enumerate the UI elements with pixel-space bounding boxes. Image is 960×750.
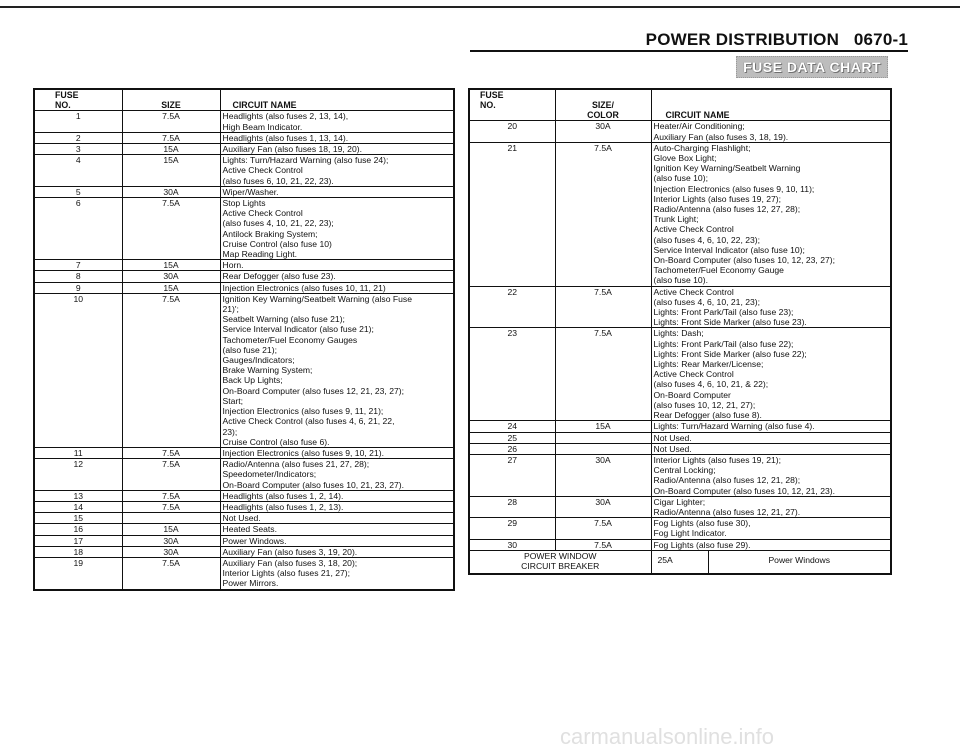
fuse-no-header: FUSE NO. xyxy=(469,89,555,121)
fuse-row xyxy=(34,459,454,491)
fuse-number: 4 xyxy=(34,155,122,187)
fuse-size: 7.5A xyxy=(122,501,220,512)
fuse-row xyxy=(34,198,454,260)
fuse-size: 7.5A xyxy=(122,132,220,143)
circuit-name: Interior Lights (also fuses 19, 21); Central Locking; Radio/Antenna (also fuses 12, 21, 28); On-Board Computer (also fuses 10, 12, 21, 23). xyxy=(651,454,891,496)
breaker-detail xyxy=(651,550,891,574)
fuse-size: 7.5A xyxy=(122,111,220,132)
fuse-row xyxy=(34,501,454,512)
fuse-size: 7.5A xyxy=(555,286,651,328)
fuse-number: 26 xyxy=(469,443,555,454)
breaker-label: POWER WINDOW CIRCUIT BREAKER xyxy=(469,550,651,574)
fuse-size: 30A xyxy=(122,271,220,282)
circuit-name: Lights: Turn/Hazard Warning (also fuse 24); Active Check Control (also fuses 6, 10, 21, 22, 23). xyxy=(220,155,454,187)
fuse-number: 20 xyxy=(469,121,555,142)
fuse-row xyxy=(469,518,891,539)
breaker-circuit: Power Windows xyxy=(768,554,831,565)
size-header: SIZE xyxy=(122,89,220,111)
circuit-name-header: CIRCUIT NAME xyxy=(220,89,454,111)
circuit-name: Rear Defogger (also fuse 23). xyxy=(220,271,454,282)
fuse-number: 17 xyxy=(34,535,122,546)
circuit-name: Headlights (also fuses 1, 2, 13). xyxy=(220,501,454,512)
fuse-size: 7.5A xyxy=(555,518,651,539)
fuse-number: 28 xyxy=(469,496,555,517)
fuse-size: 7.5A xyxy=(122,447,220,458)
circuit-name: Auxiliary Fan (also fuses 3, 18, 20); Interior Lights (also fuses 21, 27); Power Mirrors. xyxy=(220,557,454,589)
circuit-name: Lights: Dash; Lights: Front Park/Tail (also fuse 22); Lights: Front Side Marker (also fuse 22); Lights: Rear Marker/License; Active Check Control (also fuses 4, 6, 10, 21, & 22); On-Board Computer (also fuses 10, 12, 21, 27); Rear Defogger (also fuse 8). xyxy=(651,328,891,421)
fuse-number: 1 xyxy=(34,111,122,132)
fuse-number: 21 xyxy=(469,142,555,286)
left-table-header xyxy=(34,89,454,111)
fuse-row xyxy=(469,121,891,142)
fuse-size xyxy=(555,443,651,454)
fuse-size: 7.5A xyxy=(555,539,651,550)
circuit-name: Heated Seats. xyxy=(220,524,454,535)
watermark-text: carmanualsonline.info xyxy=(560,724,775,749)
fuse-row xyxy=(34,546,454,557)
circuit-name: Fog Lights (also fuse 29). xyxy=(651,539,891,550)
fuse-row xyxy=(34,282,454,293)
right-fuse-table xyxy=(468,88,892,575)
fuse-number: 16 xyxy=(34,524,122,535)
circuit-name: Not Used. xyxy=(651,443,891,454)
fuse-row xyxy=(34,447,454,458)
circuit-name: Headlights (also fuses 2, 13, 14), High Beam Indicator. xyxy=(220,111,454,132)
fuse-number: 23 xyxy=(469,328,555,421)
fuse-row xyxy=(34,155,454,187)
circuit-name: Horn. xyxy=(220,260,454,271)
fuse-row xyxy=(34,186,454,197)
fuse-number: 29 xyxy=(469,518,555,539)
fuse-size xyxy=(122,513,220,524)
fuse-row xyxy=(469,421,891,432)
fuse-size: 7.5A xyxy=(122,293,220,447)
fuse-row xyxy=(469,328,891,421)
fuse-row xyxy=(34,557,454,589)
fuse-row xyxy=(34,271,454,282)
fuse-size: 30A xyxy=(122,546,220,557)
fuse-size: 7.5A xyxy=(122,198,220,260)
fuse-size: 7.5A xyxy=(555,142,651,286)
fuse-row xyxy=(34,513,454,524)
circuit-name: Injection Electronics (also fuses 9, 10, 21). xyxy=(220,447,454,458)
fuse-number: 5 xyxy=(34,186,122,197)
fuse-size: 15A xyxy=(122,144,220,155)
fuse-size: 15A xyxy=(555,421,651,432)
fuse-row xyxy=(469,496,891,517)
fuse-number: 11 xyxy=(34,447,122,458)
fuse-size: 15A xyxy=(122,282,220,293)
fuse-row xyxy=(469,443,891,454)
size-color-header: SIZE/ COLOR xyxy=(555,89,651,121)
circuit-name: Ignition Key Warning/Seatbelt Warning (also Fuse 21)'; Seatbelt Warning (also fuse 21); Service Interval Indicator (also fuse 21); Tachometer/Fuel Economy Gauges (also fuse 21); Gauges/Indicators; Brake Warning System; Back Up Lights; On-Board Computer (also fuses 12, 21, 23, 27); Start; Injection Electronics (also fuses 9, 11, 21); Active Check Control (also fuses 4, 6, 21, 22, 23); Cruise Control (also fuse 6). xyxy=(220,293,454,447)
circuit-name: Cigar Lighter; Radio/Antenna (also fuses 12, 21, 27). xyxy=(651,496,891,517)
circuit-name: Stop Lights Active Check Control (also fuses 4, 10, 21, 22, 23); Antilock Braking System; Cruise Control (also fuse 10) Map Reading Light. xyxy=(220,198,454,260)
fuse-row xyxy=(469,286,891,328)
left-fuse-table xyxy=(33,88,455,591)
fuse-row xyxy=(34,293,454,447)
fuse-number: 18 xyxy=(34,546,122,557)
fuse-number: 15 xyxy=(34,513,122,524)
top-rule xyxy=(0,6,960,8)
fuse-number: 2 xyxy=(34,132,122,143)
fuse-number: 8 xyxy=(34,271,122,282)
fuse-number: 22 xyxy=(469,286,555,328)
fuse-row xyxy=(34,111,454,132)
fuse-number: 3 xyxy=(34,144,122,155)
fuse-size: 15A xyxy=(122,155,220,187)
fuse-number: 10 xyxy=(34,293,122,447)
fuse-number: 27 xyxy=(469,454,555,496)
circuit-name: Fog Lights (also fuse 30), Fog Light Indicator. xyxy=(651,518,891,539)
circuit-name-header: CIRCUIT NAME xyxy=(651,89,891,121)
fuse-row xyxy=(34,144,454,155)
circuit-name: Wiper/Washer. xyxy=(220,186,454,197)
circuit-name: Heater/Air Conditioning; Auxiliary Fan (also fuses 3, 18, 19). xyxy=(651,121,891,142)
fuse-number: 25 xyxy=(469,432,555,443)
fuse-number: 14 xyxy=(34,501,122,512)
fuse-size: 15A xyxy=(122,524,220,535)
circuit-name: Auxiliary Fan (also fuses 3, 19, 20). xyxy=(220,546,454,557)
fuse-number: 6 xyxy=(34,198,122,260)
fuse-no-header: FUSE NO. xyxy=(34,89,122,111)
circuit-name: Auxiliary Fan (also fuses 18, 19, 20). xyxy=(220,144,454,155)
fuse-number: 7 xyxy=(34,260,122,271)
fuse-row xyxy=(34,260,454,271)
fuse-number: 19 xyxy=(34,557,122,589)
fuse-number: 24 xyxy=(469,421,555,432)
fuse-size: 7.5A xyxy=(122,459,220,491)
circuit-breaker-row xyxy=(469,550,891,574)
fuse-row xyxy=(34,490,454,501)
fuse-data-chart-badge: FUSE DATA CHART xyxy=(736,56,888,78)
fuse-size: 30A xyxy=(555,496,651,517)
circuit-name: Radio/Antenna (also fuses 21, 27, 28); Speedometer/Indicators; On-Board Computer (also fuses 10, 21, 23, 27). xyxy=(220,459,454,491)
circuit-name: Not Used. xyxy=(651,432,891,443)
circuit-name: Not Used. xyxy=(220,513,454,524)
fuse-row xyxy=(469,539,891,550)
fuse-size: 7.5A xyxy=(122,557,220,589)
fuse-size: 30A xyxy=(555,454,651,496)
fuse-size: 30A xyxy=(555,121,651,142)
fuse-row xyxy=(469,432,891,443)
fuse-size: 7.5A xyxy=(122,490,220,501)
fuse-row xyxy=(34,524,454,535)
circuit-name: Auto-Charging Flashlight; Glove Box Light; Ignition Key Warning/Seatbelt Warning (also fuse 10); Injection Electronics (also fuses 9, 10, 11); Interior Lights (also fuses 19, 27); Radio/Antenna (also fuses 12, 27, 28); Trunk Light; Active Check Control (also fuses 4, 6, 10, 22, 23); Service Interval Indicator (also fuse 10); On-Board Computer (also fuses 10, 12, 23, 27); Tachometer/Fuel Economy Gauge (also fuse 10). xyxy=(651,142,891,286)
fuse-size: 15A xyxy=(122,260,220,271)
header-rule xyxy=(470,50,908,52)
fuse-row xyxy=(469,142,891,286)
page-title: POWER DISTRIBUTION 0670-1 xyxy=(645,30,908,49)
circuit-name: Injection Electronics (also fuses 10, 11, 21) xyxy=(220,282,454,293)
fuse-number: 12 xyxy=(34,459,122,491)
fuse-number: 13 xyxy=(34,490,122,501)
fuse-size xyxy=(555,432,651,443)
fuse-size: 30A xyxy=(122,535,220,546)
fuse-size: 7.5A xyxy=(555,328,651,421)
fuse-number: 9 xyxy=(34,282,122,293)
right-table-header xyxy=(469,89,891,121)
circuit-name: Active Check Control (also fuses 4, 6, 10, 21, 23); Lights: Front Park/Tail (also fuse 23); Lights: Front Side Marker (also fuse 23). xyxy=(651,286,891,328)
fuse-row xyxy=(34,132,454,143)
fuse-row xyxy=(34,535,454,546)
fuse-size: 30A xyxy=(122,186,220,197)
circuit-name: Lights: Turn/Hazard Warning (also fuse 4). xyxy=(651,421,891,432)
circuit-name: Power Windows. xyxy=(220,535,454,546)
circuit-name: Headlights (also fuses 1, 13, 14). xyxy=(220,132,454,143)
fuse-row xyxy=(469,454,891,496)
fuse-number: 30 xyxy=(469,539,555,550)
breaker-size: 25A xyxy=(652,551,709,573)
circuit-name: Headlights (also fuses 1, 2, 14). xyxy=(220,490,454,501)
